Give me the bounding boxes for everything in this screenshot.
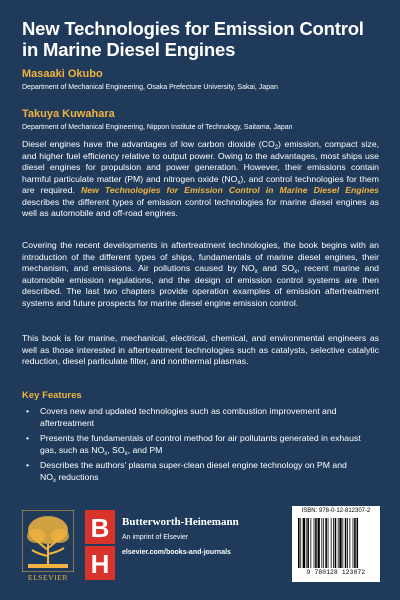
- p1-text-a: Diesel engines have the advantages of low carbon dioxide (CO: [22, 139, 275, 149]
- key-feature-1: [22, 406, 362, 429]
- p2-text-a: Covering the recent developments in aftertreatment technologies, the book begins with an introduction of the different types of ships, fundamentals of marine diesel engines, their mechanism, and emissions. Air pollutions caused by NO: [22, 240, 379, 273]
- p1-emphasized-title: New Technologies for Emission Control in Marine Diesel Engines: [80, 185, 379, 195]
- key-feature-3: [22, 460, 362, 483]
- key-feature-2: [22, 433, 362, 456]
- author-1-name: Masaaki Okubo: [22, 68, 103, 80]
- author-2-name: Takuya Kuwahara: [22, 108, 115, 120]
- book-title: New Technologies for Emission Control in Marine Diesel Engines: [22, 18, 364, 60]
- key-features-heading: Key Features: [22, 390, 82, 401]
- p2-sub-1: x: [254, 269, 258, 275]
- author-2-affiliation: Department of Mechanical Engineering, Nippon Institute of Technology, Saitama, Japan: [22, 124, 293, 131]
- p2-text-b: and SO: [257, 263, 295, 273]
- publisher-name: Butterworth-Heinemann: [122, 516, 239, 528]
- author-1-affiliation: Department of Mechanical Engineering, Osaka Prefecture University, Sakai, Japan: [22, 84, 278, 91]
- butterworth-heinemann-logo-icon: [85, 510, 115, 580]
- publisher-footer: [0, 500, 400, 600]
- kf2-sub-1: x: [104, 450, 108, 457]
- description-paragraph-2: [22, 240, 379, 309]
- publisher-url: elsevier.com/books-and-journals: [122, 549, 231, 556]
- p2-text-c: , recent marine and automobile emission regulations, and the design of emission control systems are then described. The last two chapters provide operation examples of emission aftertreatment systems and future prospects for marine diesel engine emission control.: [22, 263, 379, 308]
- p1-text-c: ), and control technologies for them are required.: [22, 173, 379, 195]
- kf3-text-c: reductions: [56, 471, 99, 482]
- isbn-barcode-box: [292, 506, 380, 582]
- barcode-icon: [298, 518, 374, 568]
- kf1-text: Covers new and updated technologies such as combustion improvement and aftertreatment: [40, 406, 337, 428]
- description-paragraph-1: [22, 139, 379, 220]
- p1-text-b: ) emission, compact size, and higher fuel efficiency relative to output power. Owing to the advantages, most ships use diesel engines for propulsion and power generation. However, their emissions contain harmful particulate matter (PM) and nitrogen oxide (NO: [22, 139, 379, 184]
- isbn-digits: 9 780128 123072: [306, 569, 366, 576]
- p1-sub-2: x: [237, 179, 241, 186]
- p1-sub-1: 2: [274, 145, 279, 151]
- isbn-label: ISBN: 978-0-12-812307-2: [301, 508, 371, 514]
- kf3-sub-1: x: [53, 477, 57, 484]
- p2-sub-2: x: [294, 269, 298, 275]
- elsevier-wordmark: ELSEVIER: [27, 573, 69, 582]
- svg-text:H: H: [90, 549, 110, 579]
- svg-text:B: B: [90, 513, 110, 543]
- publisher-imprint: An imprint of Elsevier: [122, 534, 189, 541]
- key-features-list: [22, 406, 362, 487]
- elsevier-tree-logo-icon: [22, 510, 74, 572]
- kf2-sub-2: x: [124, 450, 128, 457]
- kf3-text-a: Describes the authors' plasma super-clean diesel engine technology on PM and NO: [40, 460, 347, 482]
- kf2-text-c: , and PM: [127, 444, 163, 455]
- p1-text-d: describes the different types of emission control technologies for marine diesel engines as well as automobile and off-road engines.: [22, 196, 379, 218]
- kf2-text-b: , SO: [107, 444, 125, 455]
- kf2-text-a: Presents the fundamentals of control method for air pollutants generated in exhaust gas, such as NO: [40, 433, 361, 455]
- description-paragraph-3: This book is for marine, mechanical, electrical, chemical, and environmental engineers as well as those interested in aftertreatment technologies such as catalysts, selective catalytic reduction, diesel particulate filter, and nonthermal plasmas.: [22, 333, 379, 366]
- publisher-info: [122, 516, 239, 556]
